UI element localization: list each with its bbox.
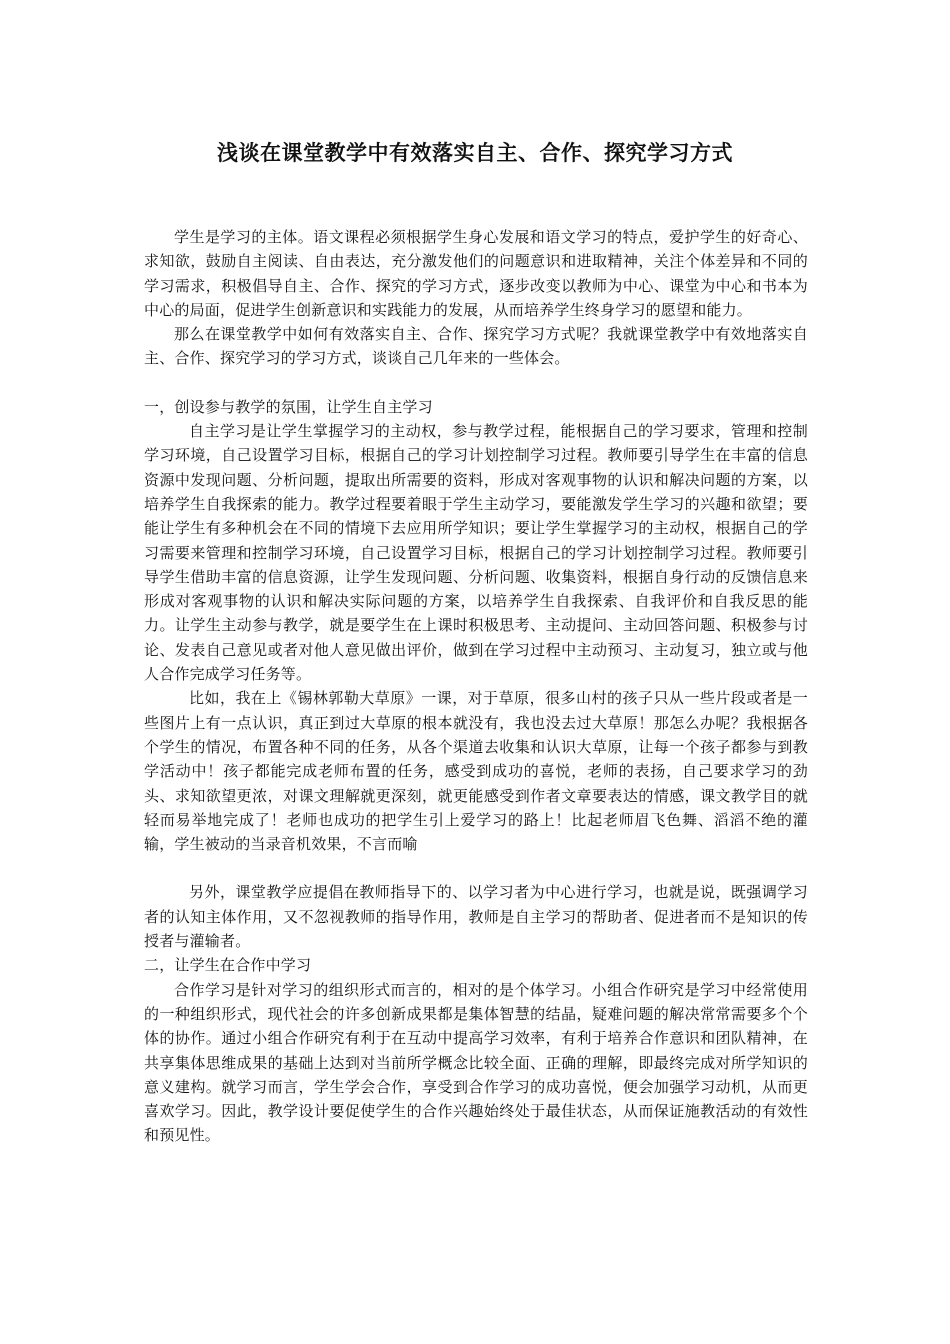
paragraph-example: 比如，我在上《锡林郭勒大草原》一课，对于草原，很多山村的孩子只从一些片段或者是一些图片上有一点认识，真正到过大草原的根本就没有，我也没去过大草原！那怎么办呢？我根据各个学生的情况，布置各种不同的任务，从各个渠道去收集和认识大草原，让每一个孩子都参与到教学活动中！孩子都能完成老师布置的任务，感受到成功的喜悦，老师的表扬，自己要求学习的劲头、求知欲望更浓，对课文理解就更深刻，就更能感受到作者文章要表达的情感，课文教学目的就轻而易举地完成了！老师也成功的把学生引上爱学习的路上！比起老师眉飞色舞、滔滔不绝的灌输，学生被动的当录音机效果，不言而喻	[144, 689, 808, 854]
section-heading-2: 二，让学生在合作中学习	[144, 956, 312, 975]
document-body	[144, 225, 808, 1148]
paragraph-cooperative-learning: 合作学习是针对学习的组织形式而言的，相对的是个体学习。小组合作研究是学习中经常使用的一种组织形式，现代社会的许多创新成果都是集体智慧的结晶，疑难问题的解决常常需要多个个体的协作。通过小组合作研究有利于在互动中提高学习效率，有利于培养合作意识和团队精神，在共享集体思维成果的基础上达到对当前所学概念比较全面、正确的理解，即最终完成对所学知识的意义建构。就学习而言，学生学会合作，享受到合作学习的成功喜悦，便会加强学习动机，从而更喜欢学习。因此，教学设计要促使学生的合作兴趣始终处于最佳状态，从而保证施教活动的有效性和预见性。	[144, 980, 808, 1145]
paragraph-autonomous-learning: 自主学习是让学生掌握学习的主动权，参与教学过程，能根据自己的学习要求，管理和控制学习环境，自己设置学习目标，根据自己的学习计划控制学习过程。教师要引导学生在丰富的信息资源中发现问题、分析问题，提取出所需要的资料，形成对客观事物的认识和解决问题的方案，以培养学生自我探索的能力。教学过程要着眼于学生主动学习，要能激发学生学习的兴趣和欲望；要能让学生有多种机会在不同的情境下去应用所学知识；要让学生掌握学习的主动权，根据自己的学习需要来管理和控制学习环境，自己设置学习目标，根据自己的学习计划控制学习过程。教师要引导学生借助丰富的信息资源，让学生发现问题、分析问题、收集资料，根据自身行动的反馈信息来形成对客观事物的认识和解决实际问题的方案，以培养学生自我探索、自我评价和自我反思的能力。让学生主动参与教学，就是要学生在上课时积极思考、主动提问、主动回答问题、积极参与讨论、发表自己意见或者对他人意见做出评价，做到在学习过程中主动预习、主动复习，独立或与他人合作完成学习任务等。	[144, 422, 808, 684]
paragraph-question: 那么在课堂教学中如何有效落实自主、合作、探究学习方式呢？我就课堂教学中有效地落实自主、合作、探究学习的学习方式，谈谈自己几年来的一些体会。	[144, 325, 808, 368]
paragraph-teacher-role: 另外，课堂教学应提倡在教师指导下的、以学习者为中心进行学习，也就是说，既强调学习者的认知主体作用，又不忽视教师的指导作用，教师是自主学习的帮助者、促进者而不是知识的传授者与灌输者。	[144, 883, 808, 951]
paragraph-intro: 学生是学习的主体。语文课程必须根据学生身心发展和语文学习的特点，爱护学生的好奇心、求知欲，鼓励自主阅读、自由表达，充分激发他们的问题意识和进取精神，关注个体差异和不同的学习需求，积极倡导自主、合作、探究的学习方式，逐步改变以教师为中心、课堂为中心和书本为中心的局面，促进学生创新意识和实践能力的发展，从而培养学生终身学习的愿望和能力。	[144, 228, 808, 319]
document-title: 浅谈在课堂教学中有效落实自主、合作、探究学习方式	[217, 141, 733, 165]
paragraph-spacer	[144, 856, 808, 880]
paragraph-spacer	[144, 371, 808, 395]
section-heading-1: 一，创设参与教学的氛围，让学生自主学习	[144, 397, 433, 416]
